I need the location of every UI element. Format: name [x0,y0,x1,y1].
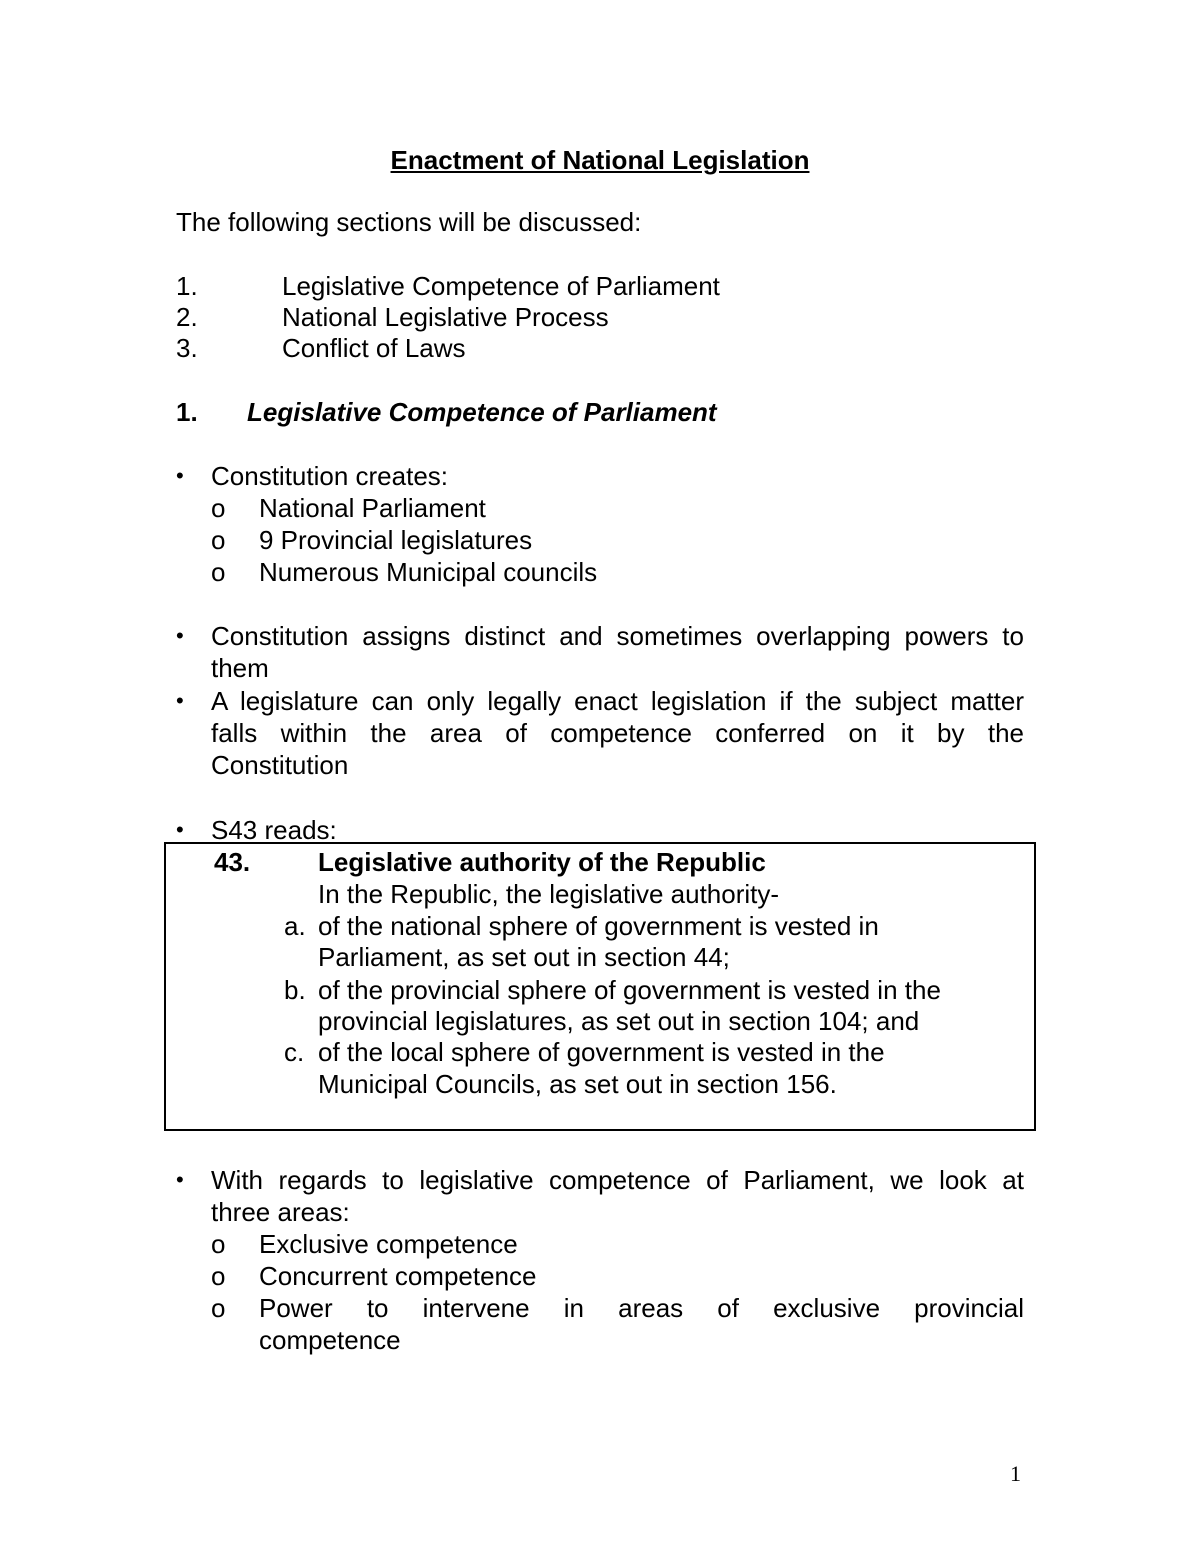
bullet-text-line: Constitution [211,750,349,780]
bullet-text: Constitution creates: [211,461,449,491]
s43-heading: Legislative authority of the Republic [318,847,766,877]
s43-item-text: of the provincial sphere of government is vested in the [318,975,941,1005]
bullet-text [211,1164,1024,1228]
list-item-text: Conflict of Laws [282,333,466,363]
sub-bullet-icon: o [211,557,226,587]
s43-item-letter: c. [284,1037,305,1067]
sub-list-item-text-line: competence [259,1325,401,1355]
intro-text: The following sections will be discussed: [176,207,642,237]
s43-item-text: Parliament, as set out in section 44; [318,942,730,972]
s43-item-letter: a. [284,911,306,941]
bullet-item [176,685,1024,781]
bullet-icon: • [176,623,184,648]
sub-bullet-icon: o [211,1293,226,1323]
sub-list-item-text: 9 Provincial legislatures [259,525,533,555]
sub-list-item [211,492,1024,524]
bullet-text: S43 reads: [211,815,337,845]
document-title: Enactment of National Legislation [390,145,810,175]
page-number: 1 [1010,1461,1021,1486]
s43-item-text: of the national sphere of government is vested in [318,911,879,941]
bullet-text-line: falls within the area of competence conferred on it by the [211,718,1024,748]
s43-item-text: Municipal Councils, as set out in section 156. [318,1069,837,1099]
bullet-text [211,620,1024,684]
list-item-text: National Legislative Process [282,302,609,332]
sub-list-item [211,524,1024,556]
bullet-icon: • [176,817,184,842]
s43-lead: In the Republic, the legislative authority- [318,879,780,909]
sub-list-item [211,1292,1024,1356]
list-item-number: 3. [176,333,198,363]
list-item-text: Legislative Competence of Parliament [282,271,720,301]
sub-bullet-icon: o [211,525,226,555]
bullet-item [176,460,1024,588]
sub-list-item [211,1228,1024,1260]
sub-bullet-icon: o [211,1261,226,1291]
sub-list-item-text: Exclusive competence [259,1229,518,1259]
sub-list-item-text [259,1292,1024,1356]
sub-bullet-icon: o [211,493,226,523]
bullet-item [176,620,1024,684]
list-item-number: 2. [176,302,198,332]
sub-list-item-text: Concurrent competence [259,1261,537,1291]
s43-item-letter: b. [284,975,306,1005]
list-item-number: 1. [176,271,198,301]
s43-quote-box [164,842,1036,1131]
bullet-text-line: them [211,653,269,683]
s43-item-text: of the local sphere of government is vested in the [318,1037,885,1067]
bullet-icon: • [176,688,184,713]
s43-number: 43. [214,847,251,877]
sub-list-item-text: National Parliament [259,493,486,523]
section-heading-text: Legislative Competence of Parliament [247,397,717,427]
bullet-icon: • [176,1167,184,1192]
section-heading-number: 1. [176,397,198,427]
bullet-text-line: With regards to legislative competence of Parliament, we look at [211,1165,1024,1195]
sub-list-item-text-line: Power to intervene in areas of exclusive provincial [259,1293,1024,1323]
bullet-icon: • [176,463,184,488]
bullet-item [176,1164,1024,1356]
bullet-text-line: Constitution assigns distinct and sometimes overlapping powers to [211,621,1024,651]
sub-bullet-icon: o [211,1229,226,1259]
bullet-text-line: three areas: [211,1197,350,1227]
s43-item-text: provincial legislatures, as set out in section 104; and [318,1006,920,1036]
bullet-text-line: A legislature can only legally enact legislation if the subject matter [211,686,1024,716]
sub-list-item [211,556,1024,588]
sub-list-item [211,1260,1024,1292]
bullet-text [211,685,1024,781]
sub-list-item-text: Numerous Municipal councils [259,557,598,587]
